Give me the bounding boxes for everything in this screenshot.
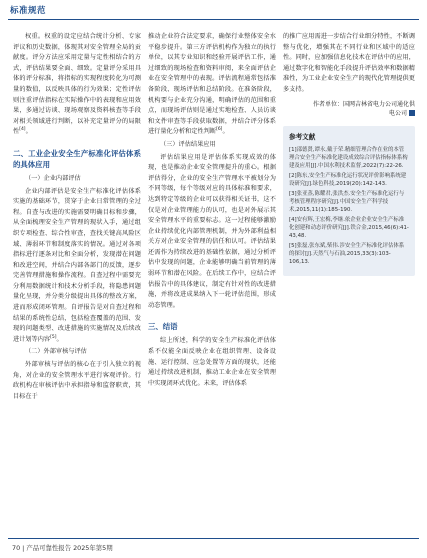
- citation: [6]: [216, 127, 223, 133]
- paragraph: 评估结果应用是评估体系实现成效的体现，也是推动企业安全管理提升的重心。根据评估得分，企业的安全生产管理水平被划分为不同等级，每个等级对应的具体标准和要求，达到特定等级的企业可以获得相关证书，这不仅是对企业管理能力的认可，也是对外展示其安全管理水平的重要标志。这一过程能够激励企业持续优化内部管理机制，并为外部利益相关方对企业安全管理的信任和认可。评估结果还需作为持续改进的基础性依据，通过分析评估中发现的问题，企业能够明确当前管理的薄弱环节和潜在风险。在后续工作中，应结合评估报告中的具体建议，制定有针对性的改进措施，并将改进成果纳入下一轮评估范围，形成动态管理。: [148, 153, 276, 309]
- end-mark-icon: [409, 110, 415, 116]
- paragraph-text: 权重。权重的设定应结合统计分析、专家评议和历史数据，体现其对安全管理全局的贡献度。评分方法应采用定量与定性相结合的方式，评估结果要全面、细致。定量评分采用具体的评分标准，将指标的实现程度转化为可测量的数值，以反映具体的行为效果；定性评估则注重评估指标在实际操作中的表现和应用效果，多通过访谈、现场观察及资料核查等手段对相关领域进行判断，以补充定量评分的局限性: [13, 33, 141, 136]
- citation: [4]: [19, 127, 26, 133]
- subsection-heading: （二）外部审核与评估: [25, 348, 87, 356]
- paragraph-text: 推动企业符合法定要求，确保行业整体安全水平稳步提升。第三方评估机构作为独立的执行单位，以其专业知识和经验开展评估工作，通过细致的现场检查和资料审阅，来全面评估企业在安全管理中的表现。评估流程通常包括准备阶段、现场评估和总结阶段。在准备阶段，机构要与企业充分沟通，明确评估的范围和重点，而现场评估则是通过实地检查、人员访谈和文件审查等手段获取数据，并结合评分体系进行量化分析和定性判断: [148, 33, 276, 136]
- reference-item: [1]邵德贤,谭永,戴于荣.精细管理合作在业的本管理合安全生产标准化建设成效综合评估指标体系构建及应用[J].中国水利技术监督,2022(7):22-26.: [289, 147, 408, 170]
- paragraph-text: 企业内部评估是安全生产标准化评估体系实施的基础环节，贯穿于企业日常管理的全过程。自查与改进的实施需要明确目标和步骤，从全面梳理安全生产管理的现状入手，通过组织专项检查、综合性审查，查找关键高风险区域、薄弱环节和制度落实的情况。通过对各项指标进行逐条对比和全面分析，发现潜在问题和改进空间，并结合内部各部门的反馈，逐步完善管理措施和操作流程。自查过程中需要充分利用数据统计和技术分析手段，将隐患问题量化呈现，并分类分级提出具体的整改方案，进而形成闭环管理。自评报告是对自查过程和结果的系统性总结，包括检查覆盖的范围、发现的问题类型、改进措施的实施情况及后续改进计划等内容: [13, 187, 141, 343]
- reference-item: [4]安有辉,王宏梅,李继.依企业企业安全生产标准化创建和动态评价研究[J].铁合金,2015,46(6):41-43,48.: [289, 217, 409, 240]
- paragraph: 的推广应用需进一步结合行业细分特性，不断调整与优化，增强其在不同行业和区域中的适应性。同时，应加强信息化技术在评估中的应用，通过数字化和智能化手段提升评估效率和数据精准性，为工业企业安全生产的现代化管理提供更多支持。: [283, 33, 415, 93]
- footer-divider: [8, 538, 419, 539]
- punctuation: 。: [222, 128, 229, 136]
- column-1: [13, 32, 141, 402]
- reference-item: [3]张亚蒸,陈耀君,张洪杰.安全生产标准化运行与考核管理程序研究[J].中国安全生产科学技术,2015,11(1):185-190.: [289, 191, 405, 214]
- reference-item: [2]陈东,安全生产标准化运行状况评价影响系统建设研究[J].绿色科技,2019(20):142-143.: [289, 173, 407, 188]
- section-heading: 二、工业企业安全生产标准化评估体系的具体应用: [13, 148, 141, 169]
- section-title: 标准规范: [10, 6, 47, 16]
- header-divider: [8, 19, 419, 20]
- footer-text: 70 | 产品可靠性报告 2025年第5期: [12, 544, 113, 552]
- paragraph: [13, 187, 141, 346]
- references-title: 参考文献: [289, 132, 316, 141]
- paragraph: 综上所述，科学的安全生产标准化评估体系不仅能全面反映企业在组织管理、设备设施、运行控制、应急处置等方面的现状，还能通过持续改进机制，推动工业企业在安全管理中实现闭环式优化。未来，评估体系: [148, 337, 276, 387]
- subsection-heading: （三）评估结果应用: [160, 140, 216, 148]
- page-footer: [0, 534, 427, 558]
- paragraph: [148, 32, 276, 138]
- citation: [5]: [50, 334, 57, 340]
- punctuation: 。: [56, 335, 63, 343]
- column-3: [283, 32, 415, 276]
- paragraph: [13, 32, 141, 138]
- author-affiliation: [283, 100, 415, 118]
- reference-item: [5]张磊,张东斌,柴伟.涉安全生产标准化评估体系的探讨[J].天然气与石油,2015,33(3):103-106,13.: [289, 243, 405, 266]
- punctuation: 。: [25, 128, 32, 136]
- author-line: 作者单位：国网吉林省电力公司通化供: [312, 100, 415, 108]
- author-line: 电公司: [388, 109, 407, 117]
- references-box: [283, 126, 415, 277]
- column-2: [148, 32, 276, 389]
- page-header: [0, 0, 427, 22]
- paragraph: 外部审核与评估的核心在于引入独立的视角，对企业的安全管理水平进行客观评价。行政机构在审核评估中承担指导和监督职责，其目标在于: [13, 361, 141, 400]
- subsection-heading: （一）企业内部评估: [25, 174, 81, 182]
- section-heading: 三、结语: [148, 322, 178, 332]
